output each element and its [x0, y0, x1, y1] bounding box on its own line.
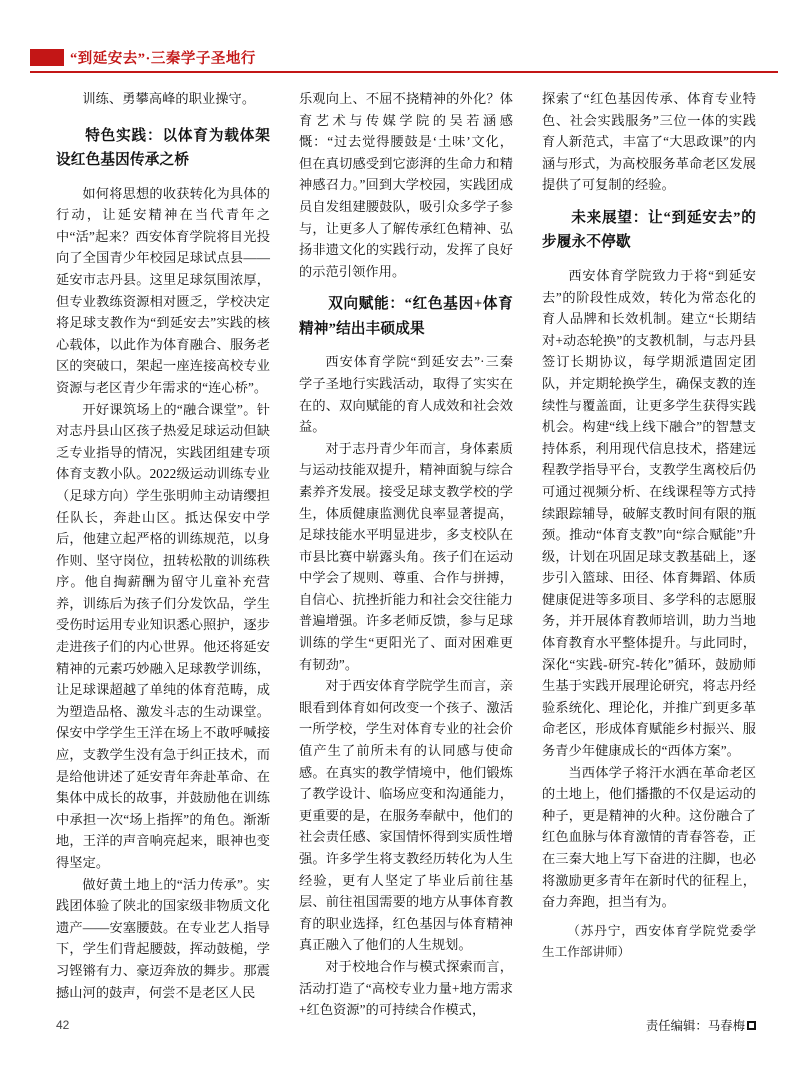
responsible-editor-label: 责任编辑：马春梅 [645, 1019, 745, 1033]
paragraph: 做好黄土地上的“活力传承”。实践团体验了陕北的国家级非物质文化遗产——安塞腰鼓。在专业艺人指导下，学生们背起腰鼓，挥动鼓槌，学习铿锵有力、豪迈奔放的舞步。那震撼山河的鼓声，何尝不是老区人民 [56, 876, 270, 1000]
paragraph: 西安体育学院“到延安去”·三秦学子圣地行实践活动，取得了实实在在的、双向赋能的育人成效和社会效益。 [299, 354, 513, 435]
paragraph: 开好课筑场上的“融合课堂”。针对志丹县山区孩子热爱足球运动但缺乏专业指导的情况，实践团组建专项体育支教小队。2022级运动训练专业（足球方向）学生张明帅主动请缨担任队长，奔赴山区。抵达保安中学后，他建立起严格的训练规范，以身作则、坚守岗位，扭转松散的训练秩序。他自掏薪酬为留守儿童补充营养，训练后为孩子们分发饮品，学生受伤时运用专业知识悉心照护，逐步走进孩子们的内心世界。他还将延安精神的元素巧妙融入足球教学训练，让足球课超越了单纯的体育范畴，成为塑造品格、激发斗志的生动课堂。保安中学学生王洋在场上不敢呼喊接应，支教学生没有急于纠正技术，而是给他讲述了延安青年奔赴革命、在集体中成长的故事，并鼓励他在训练中承担一次“场上指挥”的角色。渐渐地，王洋的声音响亮起来，眼神也变得坚定。 [56, 401, 270, 870]
paragraph: 探索了“红色基因传承、体育专业特色、社会实践服务”三位一体的实践育人新范式，丰富了“大思政课”的内涵与形式，为高校服务革命老区发展提供了可复制的经验。 [542, 91, 756, 193]
running-head-accent-bar [30, 49, 64, 66]
column-2 [299, 88, 513, 1018]
paragraph: 乐观向上、不屈不挠精神的外化？体育艺术与传媒学院的吴若涵感慨：“过去觉得腰鼓是‘土味’文化，但在真切感受到它澎湃的生命力和精神感召力。”回到大学校园，实践团成员自发组建腰鼓队，吸引众多学子参与，让更多人了解传承红色精神、弘扬非遗文化的实践行动，发挥了良好的示范引领作用。 [299, 91, 513, 279]
section-heading: 双向赋能：“红色基因+体育精神”结出丰硕成果 [299, 296, 513, 337]
column-1 [56, 88, 270, 1018]
paragraph: 对于西安体育学院学生而言，亲眼看到体育如何改变一个孩子、激活一所学校，学生对体育专业的社会价值产生了前所未有的认同感与使命感。在真实的教学情境中，他们锻炼了教学设计、临场应变和沟通能力，更重要的是，在服务奉献中，他们的社会责任感、家国情怀得到实质性增强。许多学生将支教经历转化为人生经验，更有人坚定了毕业后前往基层、前往祖国需要的地方从事体育教育的职业选择，红色基因与体育精神真正融入了他们的人生规划。 [299, 678, 513, 953]
paragraph: 对于志丹青少年而言，身体素质与运动技能双提升，精神面貌与综合素养齐发展。接受足球支教学校的学生，体质健康监测优良率显著提高，足球技能水平明显进步，多支校队在市县比赛中崭露头角。孩子们在运动中学会了规则、尊重、合作与拼搏，自信心、抗挫折能力和社会交往能力普遍增强。许多老师反馈，参与足球训练的学生“更阳光了、面对困难更有韧劲”。 [299, 440, 513, 672]
paragraph: 对于校地合作与模式探索而言，活动打造了“高校专业力量+地方需求+红色资源”的可持续合作模式， [299, 958, 513, 1018]
running-head-rule [30, 71, 778, 73]
author-byline: （苏丹宁，西安体育学院党委学生工作部讲师） [542, 923, 756, 960]
running-head-title: “到延安去”·三秦学子圣地行 [70, 51, 256, 67]
article-body [56, 88, 756, 1018]
responsible-editor [646, 1016, 756, 1034]
column-3 [542, 88, 756, 1018]
paragraph: 训练、勇攀高峰的职业操守。 [82, 91, 256, 106]
paragraph: 西安体育学院致力于将“到延安去”的阶段性成效，转化为常态化的育人品牌和长效机制。建立“长期结对+动态轮换”的支教机制，与志丹县签订长期协议，每学期派遣固定团队，并定期轮换学生，确保支教的连续性与覆盖面，让更多学生获得实践机会。构建“线上线下融合”的智慧支持体系，利用现代信息技术，搭建远程教学指导平台，支教学生离校后仍可通过视频分析、在线课程等方式持续跟踪辅导，破解支教时间有限的瓶颈。推动“体育支教”向“综合赋能”升级，计划在巩固足球支教基础上，逐步引入篮球、田径、体育舞蹈、体质健康促进等多项目、多学科的志愿服务，并开展体育教师培训，助力当地体育教育水平整体提升。与此同时，深化“实践-研究-转化”循环，鼓励师生基于实践开展理论研究，将志丹经验系统化、理论化，并推广到更多革命老区，形成体育赋能乡村振兴、服务青少年健康成长的“西体方案”。 [542, 267, 756, 759]
end-of-article-mark [747, 1021, 756, 1030]
section-heading: 未来展望：让“到延安去”的步履永不停歇 [542, 209, 756, 251]
paragraph: 当西体学子将汗水洒在革命老区的土地上，他们播撒的不仅是运动的种子，更是精神的火种。这份融合了红色血脉与体育激情的青春答卷，正在三秦大地上写下奋进的注脚，也必将激励更多青年在新时代的征程上，奋力奔跑，担当有为。 [542, 764, 756, 910]
page-number: 42 [56, 1018, 70, 1032]
running-head [30, 47, 778, 73]
paragraph: 如何将思想的收获转化为具体的行动，让延安精神在当代青年之中“活”起来？西安体育学院将目光投向了全国青少年校园足球试点县——延安市志丹县。这里足球氛围浓厚，但专业教练资源相对匮乏，学校决定将足球支教作为“到延安去”实践的核心载体，以此作为体育融合、服务老区的突破口，架起一座连接高校专业资源与老区青少年需求的“连心桥”。 [56, 185, 270, 395]
section-heading: 特色实践：以体育为载体架设红色基因传承之桥 [56, 127, 270, 169]
